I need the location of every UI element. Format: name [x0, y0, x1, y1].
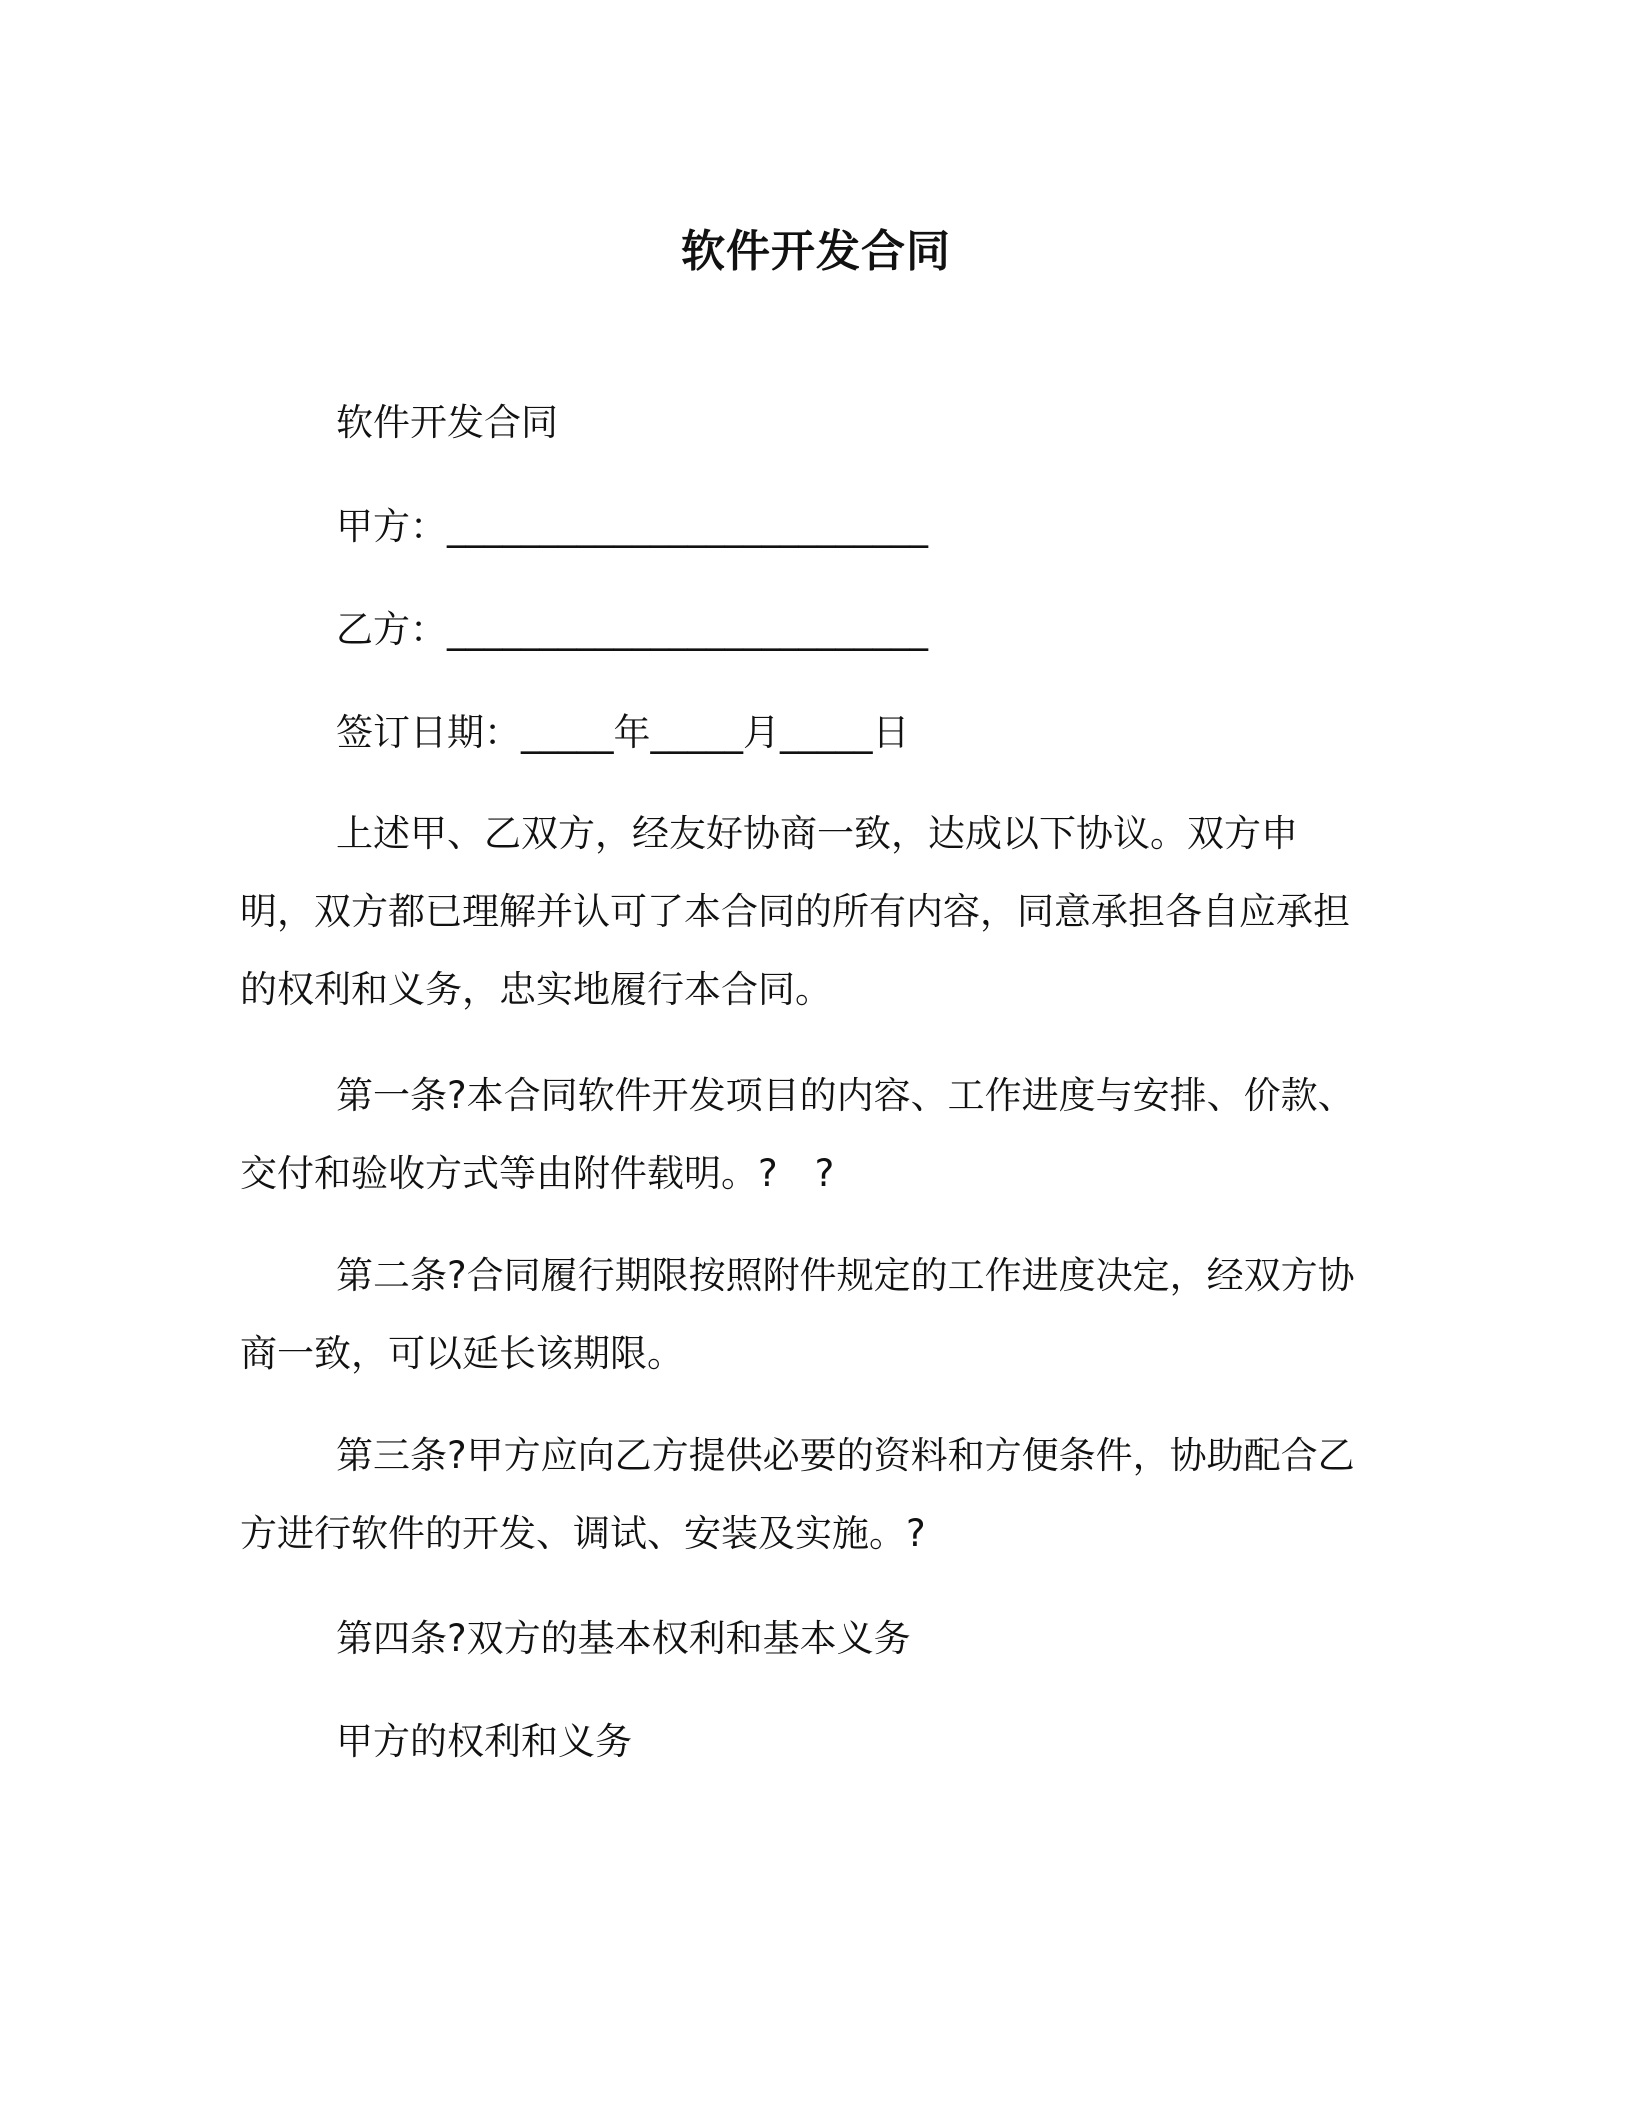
- article-3-paragraph: 第三条?甲方应向乙方提供必要的资料和方便条件，协助配合乙方进行软件的开发、调试、安装及实施。?: [240, 1434, 1355, 1555]
- preamble-paragraph: 上述甲、乙双方，经友好协商一致，达成以下协议。双方申明，双方都已理解并认可了本合同的所有内容，同意承担各自应承担的权利和义务，忠实地履行本合同。: [240, 812, 1350, 1011]
- sign-date-line: 签订日期：_____年_____月_____日: [336, 711, 910, 754]
- article-2-paragraph: 第二条?合同履行期限按照附件规定的工作进度决定，经双方协商一致，可以延长该期限。: [240, 1254, 1355, 1375]
- party-a-rights-heading: 甲方的权利和义务: [336, 1720, 632, 1763]
- article-4-heading: 第四条?双方的基本权利和基本义务: [336, 1617, 911, 1660]
- party-a-line: 甲方：__________________________: [336, 505, 928, 548]
- document-subtitle: 软件开发合同: [336, 401, 558, 444]
- party-b-line: 乙方：__________________________: [336, 608, 928, 651]
- document-title: 软件开发合同: [681, 226, 951, 277]
- article-1-paragraph: 第一条?本合同软件开发项目的内容、工作进度与安排、价款、交付和验收方式等由附件载明。? ?: [240, 1074, 1355, 1195]
